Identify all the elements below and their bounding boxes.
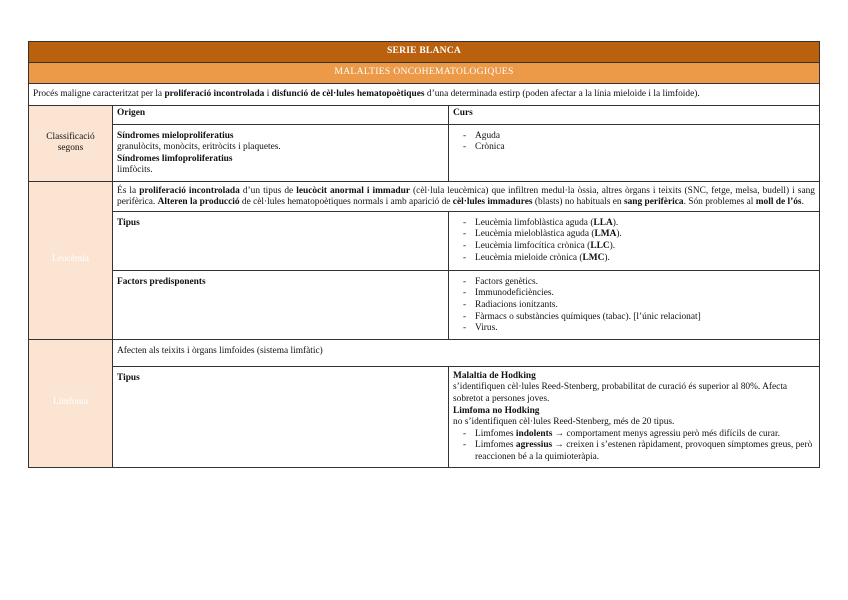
- course-cell: [449, 124, 820, 181]
- list-item: - Immunodeficiències.: [453, 288, 815, 300]
- leukemia-type-end: ).: [609, 240, 616, 251]
- list-item: - Radiacions ionitzants.: [453, 300, 815, 312]
- origin-header: [113, 105, 449, 124]
- subtype-text: Limfomes: [475, 440, 516, 451]
- list-item: - Virus.: [453, 323, 815, 335]
- leukemia-type-text: Leucèmia mieloblàstica aguda (: [475, 229, 595, 240]
- myelo-title-text: Síndromes mieloproliferatius: [117, 130, 234, 141]
- classification-content-row: [29, 124, 820, 181]
- leukemia-types-label-cell: [113, 211, 449, 270]
- lympho-title-text: Síndromes limfoproliferatius: [117, 153, 233, 164]
- lymphoma-types-label: Tipus: [117, 372, 140, 383]
- classification-header-row: [29, 105, 820, 124]
- leukemia-description: [113, 181, 820, 211]
- document: [28, 41, 819, 468]
- leukemia-type-text: Leucèmia mieloide crònica (: [475, 252, 583, 263]
- nonhodgkin-title: [453, 406, 815, 418]
- nonhodgkin-title-text: Limfoma no Hodking: [453, 405, 540, 416]
- nonhodgkin-subtypes-list: [453, 429, 815, 464]
- leukemia-type-end: ).: [612, 217, 619, 228]
- leukemia-type-text: Leucèmia limfocítica crònica (: [475, 240, 591, 251]
- list-item: [453, 218, 815, 230]
- list-item: - Crònica: [453, 142, 815, 154]
- leukemia-desc-row: [29, 181, 820, 211]
- leukemia-type-abbr: LMA: [594, 229, 617, 240]
- leukemia-desc-bold: cèl·lules immadures: [452, 197, 533, 208]
- leukemia-desc-bold: Alteren la producció: [157, 197, 240, 208]
- origin-cell: [113, 124, 449, 181]
- list-item: - Factors genètics.: [453, 277, 815, 289]
- leukemia-type-abbr: LMC: [582, 252, 605, 263]
- list-item: - Fàrmacs o substàncies químiques (tabac). [l’únic relacionat]: [453, 312, 815, 324]
- classification-label: Classificació segons: [29, 105, 113, 181]
- myelo-title: [117, 131, 444, 143]
- leukemia-factors-label: Factors predisponents: [117, 276, 206, 287]
- leukemia-types-list: [453, 218, 815, 264]
- hodgkin-text: s’identifiquen cèl·lules Reed-Stenberg, probabilitat de curació és superior al 80%. Afecta sobretot a persones joves.: [453, 382, 788, 404]
- table-subtitle: MALALTIES ONCOHEMATOLOGIQUES: [29, 63, 820, 84]
- leukemia-desc-bold: moll de l’ós: [755, 197, 802, 208]
- lymphoma-types-label-cell: [113, 366, 449, 467]
- leukemia-desc-bold: proliferació incontrolada: [139, 185, 240, 196]
- leukemia-type-end: ).: [616, 229, 622, 240]
- leukemia-desc-part: (cèl·lula leucèmica) que infiltren medul·la òssia, altres òrgans i teixits (SNC, fetge, melsa, budell) i sang perifèrica.: [117, 185, 815, 208]
- list-item: [453, 241, 815, 253]
- intro-row: [29, 84, 820, 106]
- list-item: [453, 253, 815, 265]
- lymphoma-desc-row: [29, 339, 820, 366]
- lymphoma-label: Limfoma: [29, 339, 113, 467]
- title-row: [29, 42, 820, 63]
- oncohematology-table: [28, 41, 820, 468]
- leukemia-desc-part: (blasts) no habituals en: [532, 197, 624, 208]
- course-header-text: Curs: [453, 107, 473, 118]
- leukemia-factors-list: [453, 277, 815, 335]
- leukemia-desc-part: És la: [117, 185, 140, 196]
- myelo-text: granulòcits, monòcits, eritròcits i plaquetes.: [117, 142, 281, 153]
- subtype-text: → creixen i s’estenen ràpidament, provoquen símptomes greus, però reaccionen bé a la quimioteràpia.: [475, 440, 813, 462]
- table-title: SERIE BLANCA: [29, 42, 820, 63]
- leukemia-desc-part: de cèl·lules hematopoètiques normals i amb aparició de: [239, 197, 453, 208]
- leukemia-desc-bold: leucòcit anormal i immadur: [296, 185, 411, 196]
- leukemia-desc-bold: sang perifèrica: [623, 197, 684, 208]
- lymphoma-types-row: [29, 366, 820, 467]
- intro-text-part: Procés maligne caracteritzat per la: [33, 89, 165, 99]
- course-list: [453, 131, 815, 154]
- origin-header-text: Origen: [117, 107, 146, 118]
- intro-text: [29, 84, 820, 106]
- intro-text-part: d’una determinada estirp (poden afectar a la línia mieloide i la limfoide).: [424, 89, 700, 99]
- leukemia-factors-label-cell: [113, 270, 449, 339]
- lymphoma-description: Afecten als teixits i òrgans limfoides (sistema limfàtic): [113, 339, 820, 366]
- subtype-text: → comportament menys agressiu però més difícils de curar.: [552, 428, 780, 439]
- list-item: [453, 429, 815, 441]
- leukemia-desc-part: d’un tipus de: [239, 185, 297, 196]
- hodgkin-title: [453, 371, 815, 383]
- leukemia-types-row: [29, 211, 820, 270]
- list-item: - Aguda: [453, 131, 815, 143]
- leukemia-label: Leucèmia: [29, 181, 113, 339]
- leukemia-type-text: Leucèmia limfoblàstica aguda (: [475, 217, 594, 228]
- leukemia-factors-cell: [449, 270, 820, 339]
- lympho-title: [117, 154, 444, 166]
- list-item: [453, 440, 815, 463]
- leukemia-factors-row: [29, 270, 820, 339]
- leukemia-desc-part: .: [801, 197, 804, 208]
- intro-bold-term: proliferació incontrolada: [164, 89, 265, 99]
- leukemia-type-end: ).: [604, 252, 610, 263]
- subtype-bold: indolents: [515, 428, 553, 439]
- subtype-bold: agressius: [515, 440, 553, 451]
- lymphoma-types-cell: [449, 366, 820, 467]
- subtype-text: Limfomes: [475, 428, 516, 439]
- leukemia-desc-part: . Són problemes al: [683, 197, 756, 208]
- leukemia-types-label: Tipus: [117, 217, 140, 228]
- hodgkin-title-text: Malaltia de Hodking: [453, 370, 536, 381]
- leukemia-type-abbr: LLC: [590, 240, 610, 251]
- nonhodgkin-text: no s’identifiquen cèl·lules Reed-Stenberg, més de 20 tipus.: [453, 417, 675, 428]
- lympho-text: limfòcits.: [117, 165, 153, 176]
- leukemia-types-cell: [449, 211, 820, 270]
- leukemia-type-abbr: LLA: [593, 217, 613, 228]
- list-item: [453, 229, 815, 241]
- course-header: [449, 105, 820, 124]
- intro-text-part: i: [264, 89, 272, 99]
- intro-bold-term: disfunció de cèl·lules hematopoètiques: [271, 89, 425, 99]
- subtitle-row: [29, 63, 820, 84]
